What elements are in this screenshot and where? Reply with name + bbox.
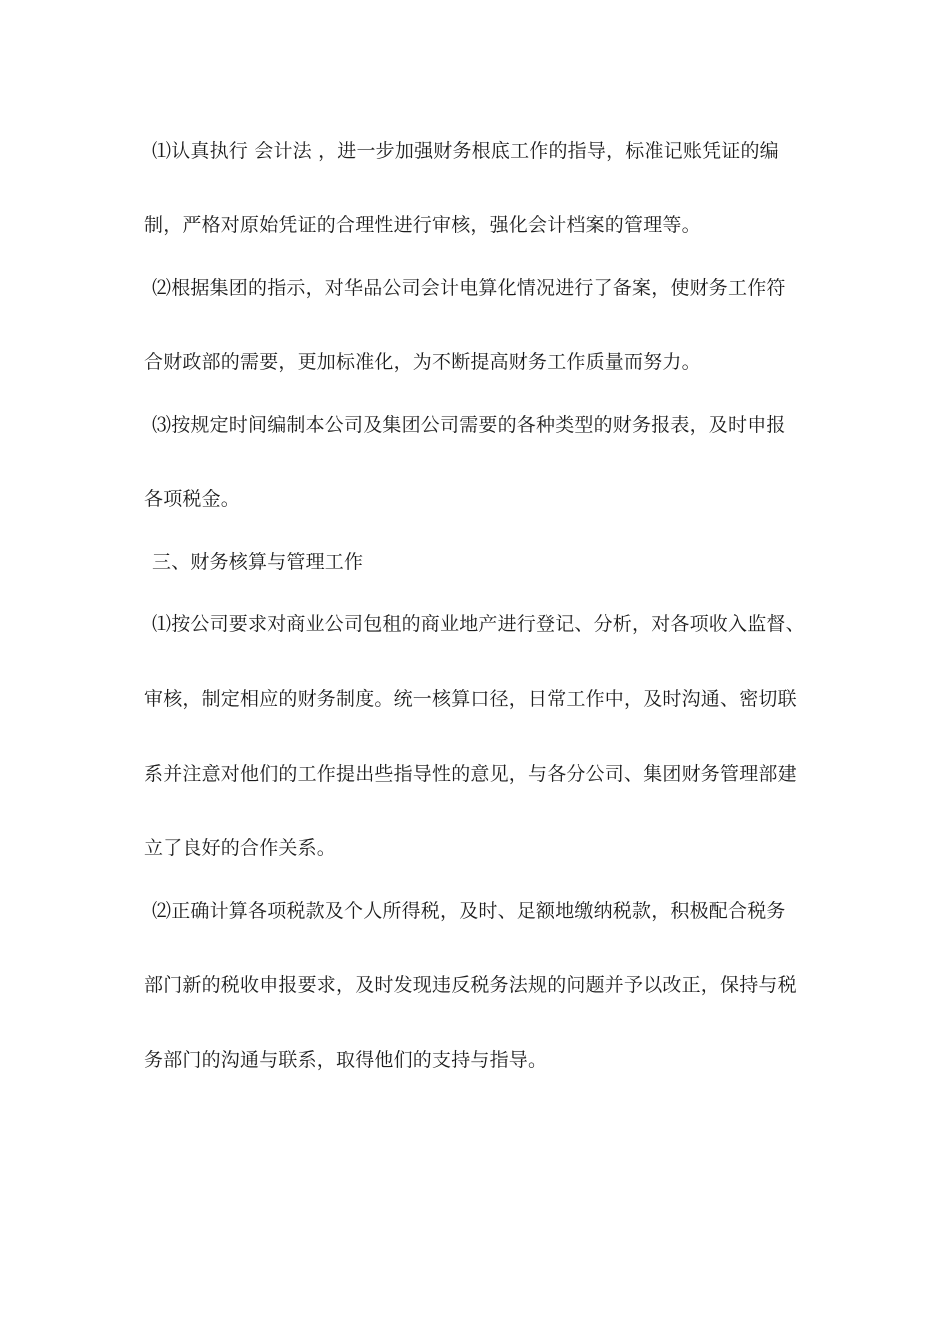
paragraph-line: 各项税金。 [144, 488, 241, 510]
paragraph-line: 立了良好的合作关系。 [144, 837, 337, 859]
paragraph-line: 制，严格对原始凭证的合理性进行审核，强化会计档案的管理等。 [144, 214, 701, 236]
paragraph-line: 系并注意对他们的工作提出些指导性的意见，与各分公司、集团财务管理部建 [144, 763, 797, 785]
paragraph-line: 务部门的沟通与联系，取得他们的支持与指导。 [144, 1049, 548, 1071]
paragraph-line: ⑵根据集团的指示，对华品公司会计电算化情况进行了备案，使财务工作符 [152, 277, 786, 299]
paragraph-line: ⑶按规定时间编制本公司及集团公司需要的各种类型的财务报表，及时申报 [152, 414, 786, 436]
section-heading: 三、财务核算与管理工作 [152, 551, 364, 573]
paragraph-line: ⑴按公司要求对商业公司包租的商业地产进行登记、分析，对各项收入监督、 [152, 613, 805, 635]
paragraph-line: 审核，制定相应的财务制度。统一核算口径，日常工作中，及时沟通、密切联 [144, 688, 797, 710]
paragraph-line: ⑴认真执行 会计法 ，进一步加强财务根底工作的指导，标准记账凭证的编 [152, 140, 779, 162]
paragraph-line: 部门新的税收申报要求，及时发现违反税务法规的问题并予以改正，保持与税 [144, 974, 797, 996]
paragraph-line: 合财政部的需要，更加标准化，为不断提高财务工作质量而努力。 [144, 351, 701, 373]
paragraph-line: ⑵正确计算各项税款及个人所得税，及时、足额地缴纳税款，积极配合税务 [152, 900, 786, 922]
